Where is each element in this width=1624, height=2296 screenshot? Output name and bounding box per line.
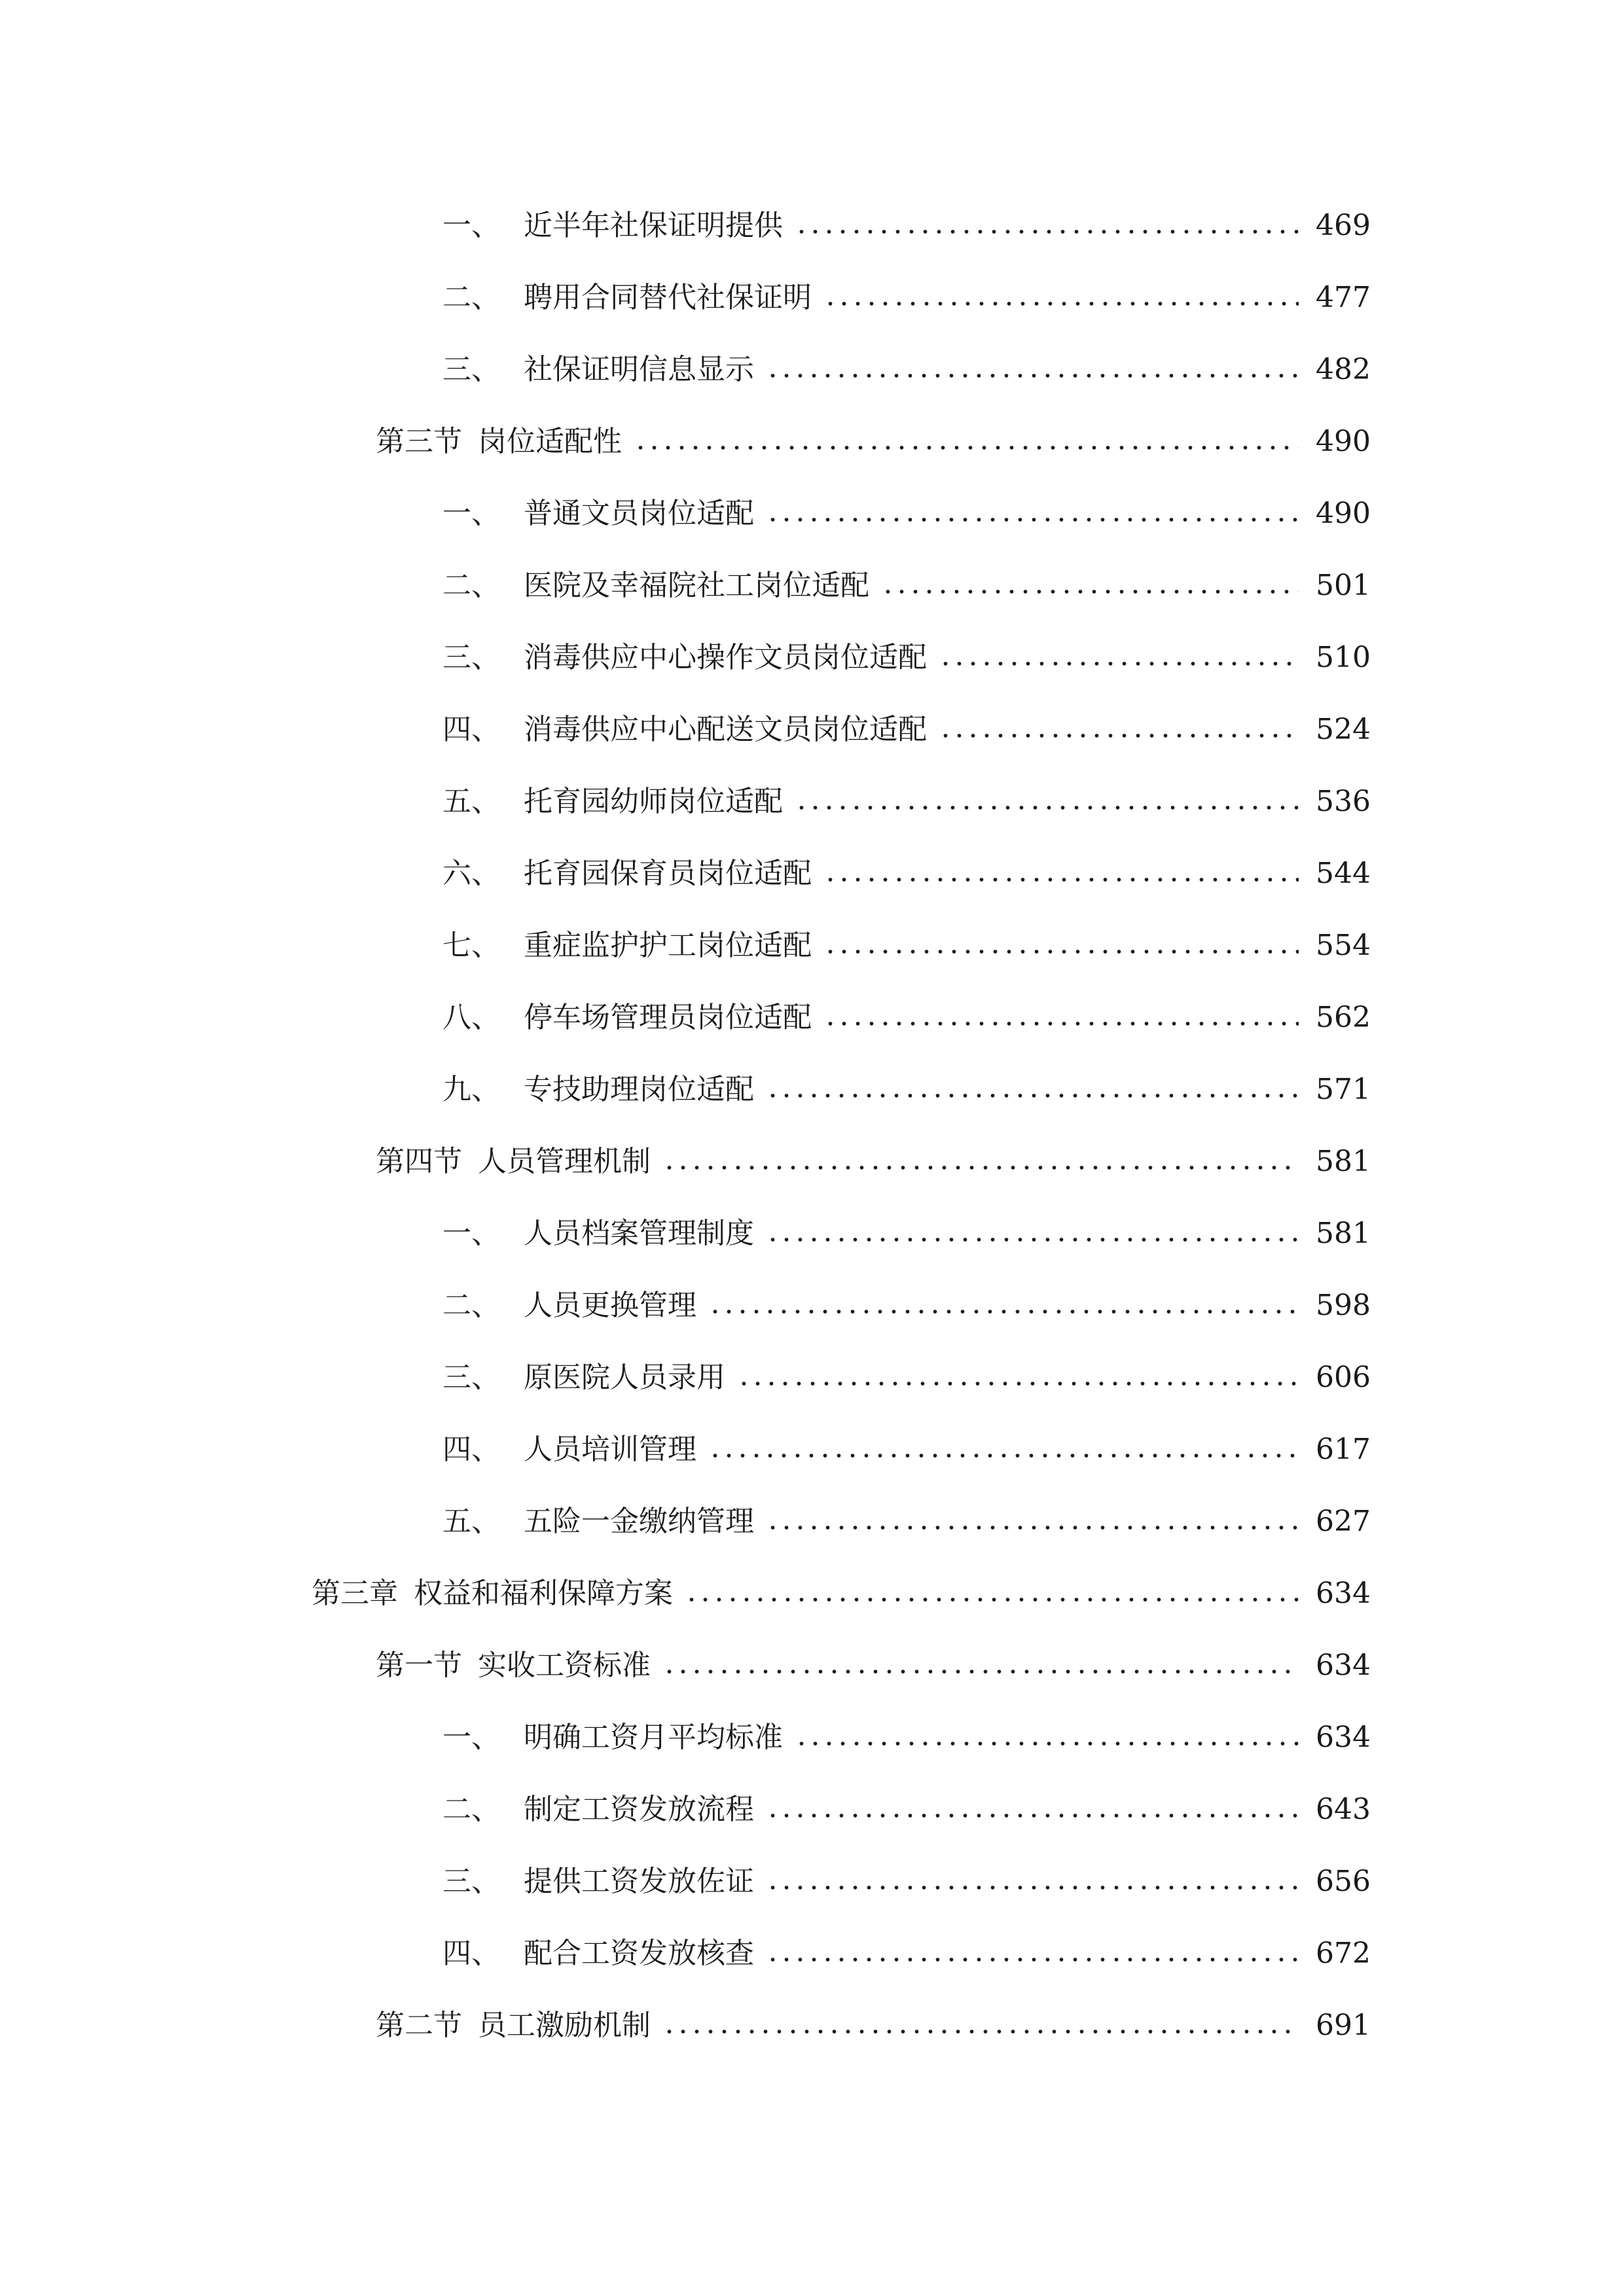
toc-entry-marker: 一、 [442, 1721, 500, 1754]
toc-entry-title: 近半年社保证明提供 [524, 209, 783, 242]
toc-entry [0, 1702, 1624, 1774]
toc-leader-dots [823, 1022, 1299, 1026]
toc-entry [0, 838, 1624, 910]
toc-entry-page: 524 [1316, 713, 1371, 746]
toc-leader-dots [662, 1166, 1299, 1170]
toc-entry [0, 1270, 1624, 1342]
toc-entry [0, 766, 1624, 838]
toc-entry-page: 627 [1316, 1505, 1371, 1538]
toc-entry-marker: 二、 [442, 1289, 500, 1322]
toc-entry [0, 1630, 1624, 1702]
toc-entry-title: 医院及幸福院社工岗位适配 [524, 569, 869, 602]
toc-entry-page: 634 [1316, 1649, 1371, 1682]
toc-leader-dots [766, 1886, 1299, 1890]
toc-entry-page: 554 [1316, 929, 1371, 962]
toc-entry-marker: 一、 [442, 209, 500, 242]
toc-entry-marker: 七、 [442, 929, 500, 962]
toc-entry-marker: 二、 [442, 281, 500, 314]
toc-entry-page: 656 [1316, 1865, 1371, 1898]
toc-entry [0, 406, 1624, 478]
toc-entry-page: 617 [1316, 1433, 1371, 1466]
toc-entry-marker: 八、 [442, 1001, 500, 1034]
toc-entry-title: 消毒供应中心配送文员岗位适配 [524, 713, 927, 746]
toc-entry-page: 598 [1316, 1289, 1371, 1322]
toc-leader-dots [766, 518, 1299, 522]
toc-entry-page: 672 [1316, 1937, 1371, 1970]
toc-leader-dots [939, 734, 1299, 738]
toc-entry [0, 1126, 1624, 1198]
toc-entry [0, 478, 1624, 550]
toc-entry-marker: 四、 [442, 1433, 500, 1466]
toc-leader-dots [795, 230, 1299, 234]
toc-entry-marker: 一、 [442, 1217, 500, 1250]
toc-leader-dots [662, 1670, 1299, 1674]
toc-entry-title: 人员更换管理 [524, 1289, 696, 1322]
toc-entry-title: 权益和福利保障方案 [414, 1577, 673, 1610]
toc-entry-title: 消毒供应中心操作文员岗位适配 [524, 641, 927, 674]
toc-entry-title: 人员培训管理 [524, 1433, 696, 1466]
toc-entry-title: 人员档案管理制度 [524, 1217, 754, 1250]
toc-entry [0, 1054, 1624, 1126]
toc-entry-marker: 二、 [442, 569, 500, 602]
toc-leader-dots [766, 1238, 1299, 1242]
toc-entry [0, 1990, 1624, 2062]
toc-entry-title: 明确工资月平均标准 [524, 1721, 783, 1754]
toc-entry-marker: 九、 [442, 1073, 500, 1106]
toc-entry-marker: 五、 [442, 1505, 500, 1538]
toc-entry-marker: 第四节 [376, 1145, 462, 1178]
toc-entry-page: 562 [1316, 1001, 1371, 1034]
toc-entry [0, 550, 1624, 622]
toc-leader-dots [823, 302, 1299, 306]
toc-entry-page: 490 [1316, 497, 1371, 530]
toc-leader-dots [766, 374, 1299, 378]
toc-entry-title: 配合工资发放核查 [524, 1937, 754, 1970]
toc-entry-marker: 三、 [442, 1865, 500, 1898]
toc-leader-dots [795, 1742, 1299, 1746]
toc-leader-dots [634, 446, 1299, 450]
toc-entry-marker: 三、 [442, 641, 500, 674]
toc-entry-marker: 三、 [442, 1361, 500, 1394]
toc-entry-marker: 第一节 [376, 1649, 462, 1682]
toc-entry [0, 694, 1624, 766]
toc-entry-page: 634 [1316, 1577, 1371, 1610]
toc-leader-dots [881, 590, 1299, 594]
toc-entry-page: 469 [1316, 209, 1371, 242]
toc-entry-marker: 二、 [442, 1793, 500, 1826]
table-of-contents [0, 190, 1624, 2062]
toc-entry-title: 员工激励机制 [478, 2009, 651, 2042]
toc-entry-page: 643 [1316, 1793, 1371, 1826]
toc-entry [0, 1198, 1624, 1270]
toc-entry-page: 581 [1316, 1217, 1371, 1250]
toc-entry [0, 910, 1624, 982]
toc-leader-dots [766, 1958, 1299, 1962]
toc-entry-title: 托育园幼师岗位适配 [524, 785, 783, 818]
toc-entry-title: 停车场管理员岗位适配 [524, 1001, 812, 1034]
toc-entry-title: 专技助理岗位适配 [524, 1073, 754, 1106]
toc-entry-title: 提供工资发放佐证 [524, 1865, 754, 1898]
toc-entry-marker: 第三章 [312, 1577, 398, 1610]
toc-leader-dots [685, 1598, 1299, 1602]
toc-entry-page: 581 [1316, 1145, 1371, 1178]
toc-entry [0, 1846, 1624, 1918]
toc-entry-page: 544 [1316, 857, 1371, 890]
toc-entry-marker: 第三节 [376, 425, 462, 458]
toc-leader-dots [766, 1814, 1299, 1818]
toc-entry-title: 实收工资标准 [478, 1649, 651, 1682]
toc-leader-dots [939, 662, 1299, 666]
toc-entry-title: 五险一金缴纳管理 [524, 1505, 754, 1538]
toc-entry-page: 482 [1316, 353, 1371, 386]
toc-entry-page: 501 [1316, 569, 1371, 602]
toc-entry [0, 1774, 1624, 1846]
toc-entry-title: 制定工资发放流程 [524, 1793, 754, 1826]
toc-entry [0, 1342, 1624, 1414]
toc-leader-dots [823, 878, 1299, 882]
toc-entry-marker: 四、 [442, 713, 500, 746]
toc-leader-dots [823, 950, 1299, 954]
toc-leader-dots [737, 1382, 1299, 1386]
toc-entry-page: 477 [1316, 281, 1371, 314]
toc-leader-dots [708, 1310, 1299, 1314]
toc-leader-dots [662, 2030, 1299, 2034]
toc-entry-title: 社保证明信息显示 [524, 353, 754, 386]
toc-entry-page: 606 [1316, 1361, 1371, 1394]
toc-entry [0, 1558, 1624, 1630]
toc-entry-page: 510 [1316, 641, 1371, 674]
toc-entry-title: 普通文员岗位适配 [524, 497, 754, 530]
toc-entry-marker: 六、 [442, 857, 500, 890]
toc-entry-marker: 三、 [442, 353, 500, 386]
toc-entry [0, 982, 1624, 1054]
toc-leader-dots [708, 1454, 1299, 1458]
toc-entry-marker: 第二节 [376, 2009, 462, 2042]
toc-entry-page: 571 [1316, 1073, 1371, 1106]
toc-entry [0, 1486, 1624, 1558]
toc-leader-dots [795, 806, 1299, 810]
toc-entry-title: 重症监护护工岗位适配 [524, 929, 812, 962]
toc-entry-page: 490 [1316, 425, 1371, 458]
toc-entry-page: 634 [1316, 1721, 1371, 1754]
toc-entry-page: 691 [1316, 2009, 1371, 2042]
toc-entry-title: 原医院人员录用 [524, 1361, 725, 1394]
toc-entry-page: 536 [1316, 785, 1371, 818]
toc-leader-dots [766, 1094, 1299, 1098]
toc-entry [0, 334, 1624, 406]
toc-entry-marker: 四、 [442, 1937, 500, 1970]
toc-entry-title: 人员管理机制 [478, 1145, 651, 1178]
toc-entry-marker: 一、 [442, 497, 500, 530]
toc-entry [0, 190, 1624, 262]
toc-entry-title: 聘用合同替代社保证明 [524, 281, 812, 314]
toc-entry-marker: 五、 [442, 785, 500, 818]
toc-entry [0, 622, 1624, 694]
toc-entry [0, 1414, 1624, 1486]
toc-leader-dots [766, 1526, 1299, 1530]
toc-entry [0, 1918, 1624, 1990]
toc-entry [0, 262, 1624, 334]
toc-entry-title: 托育园保育员岗位适配 [524, 857, 812, 890]
toc-entry-title: 岗位适配性 [478, 425, 622, 458]
